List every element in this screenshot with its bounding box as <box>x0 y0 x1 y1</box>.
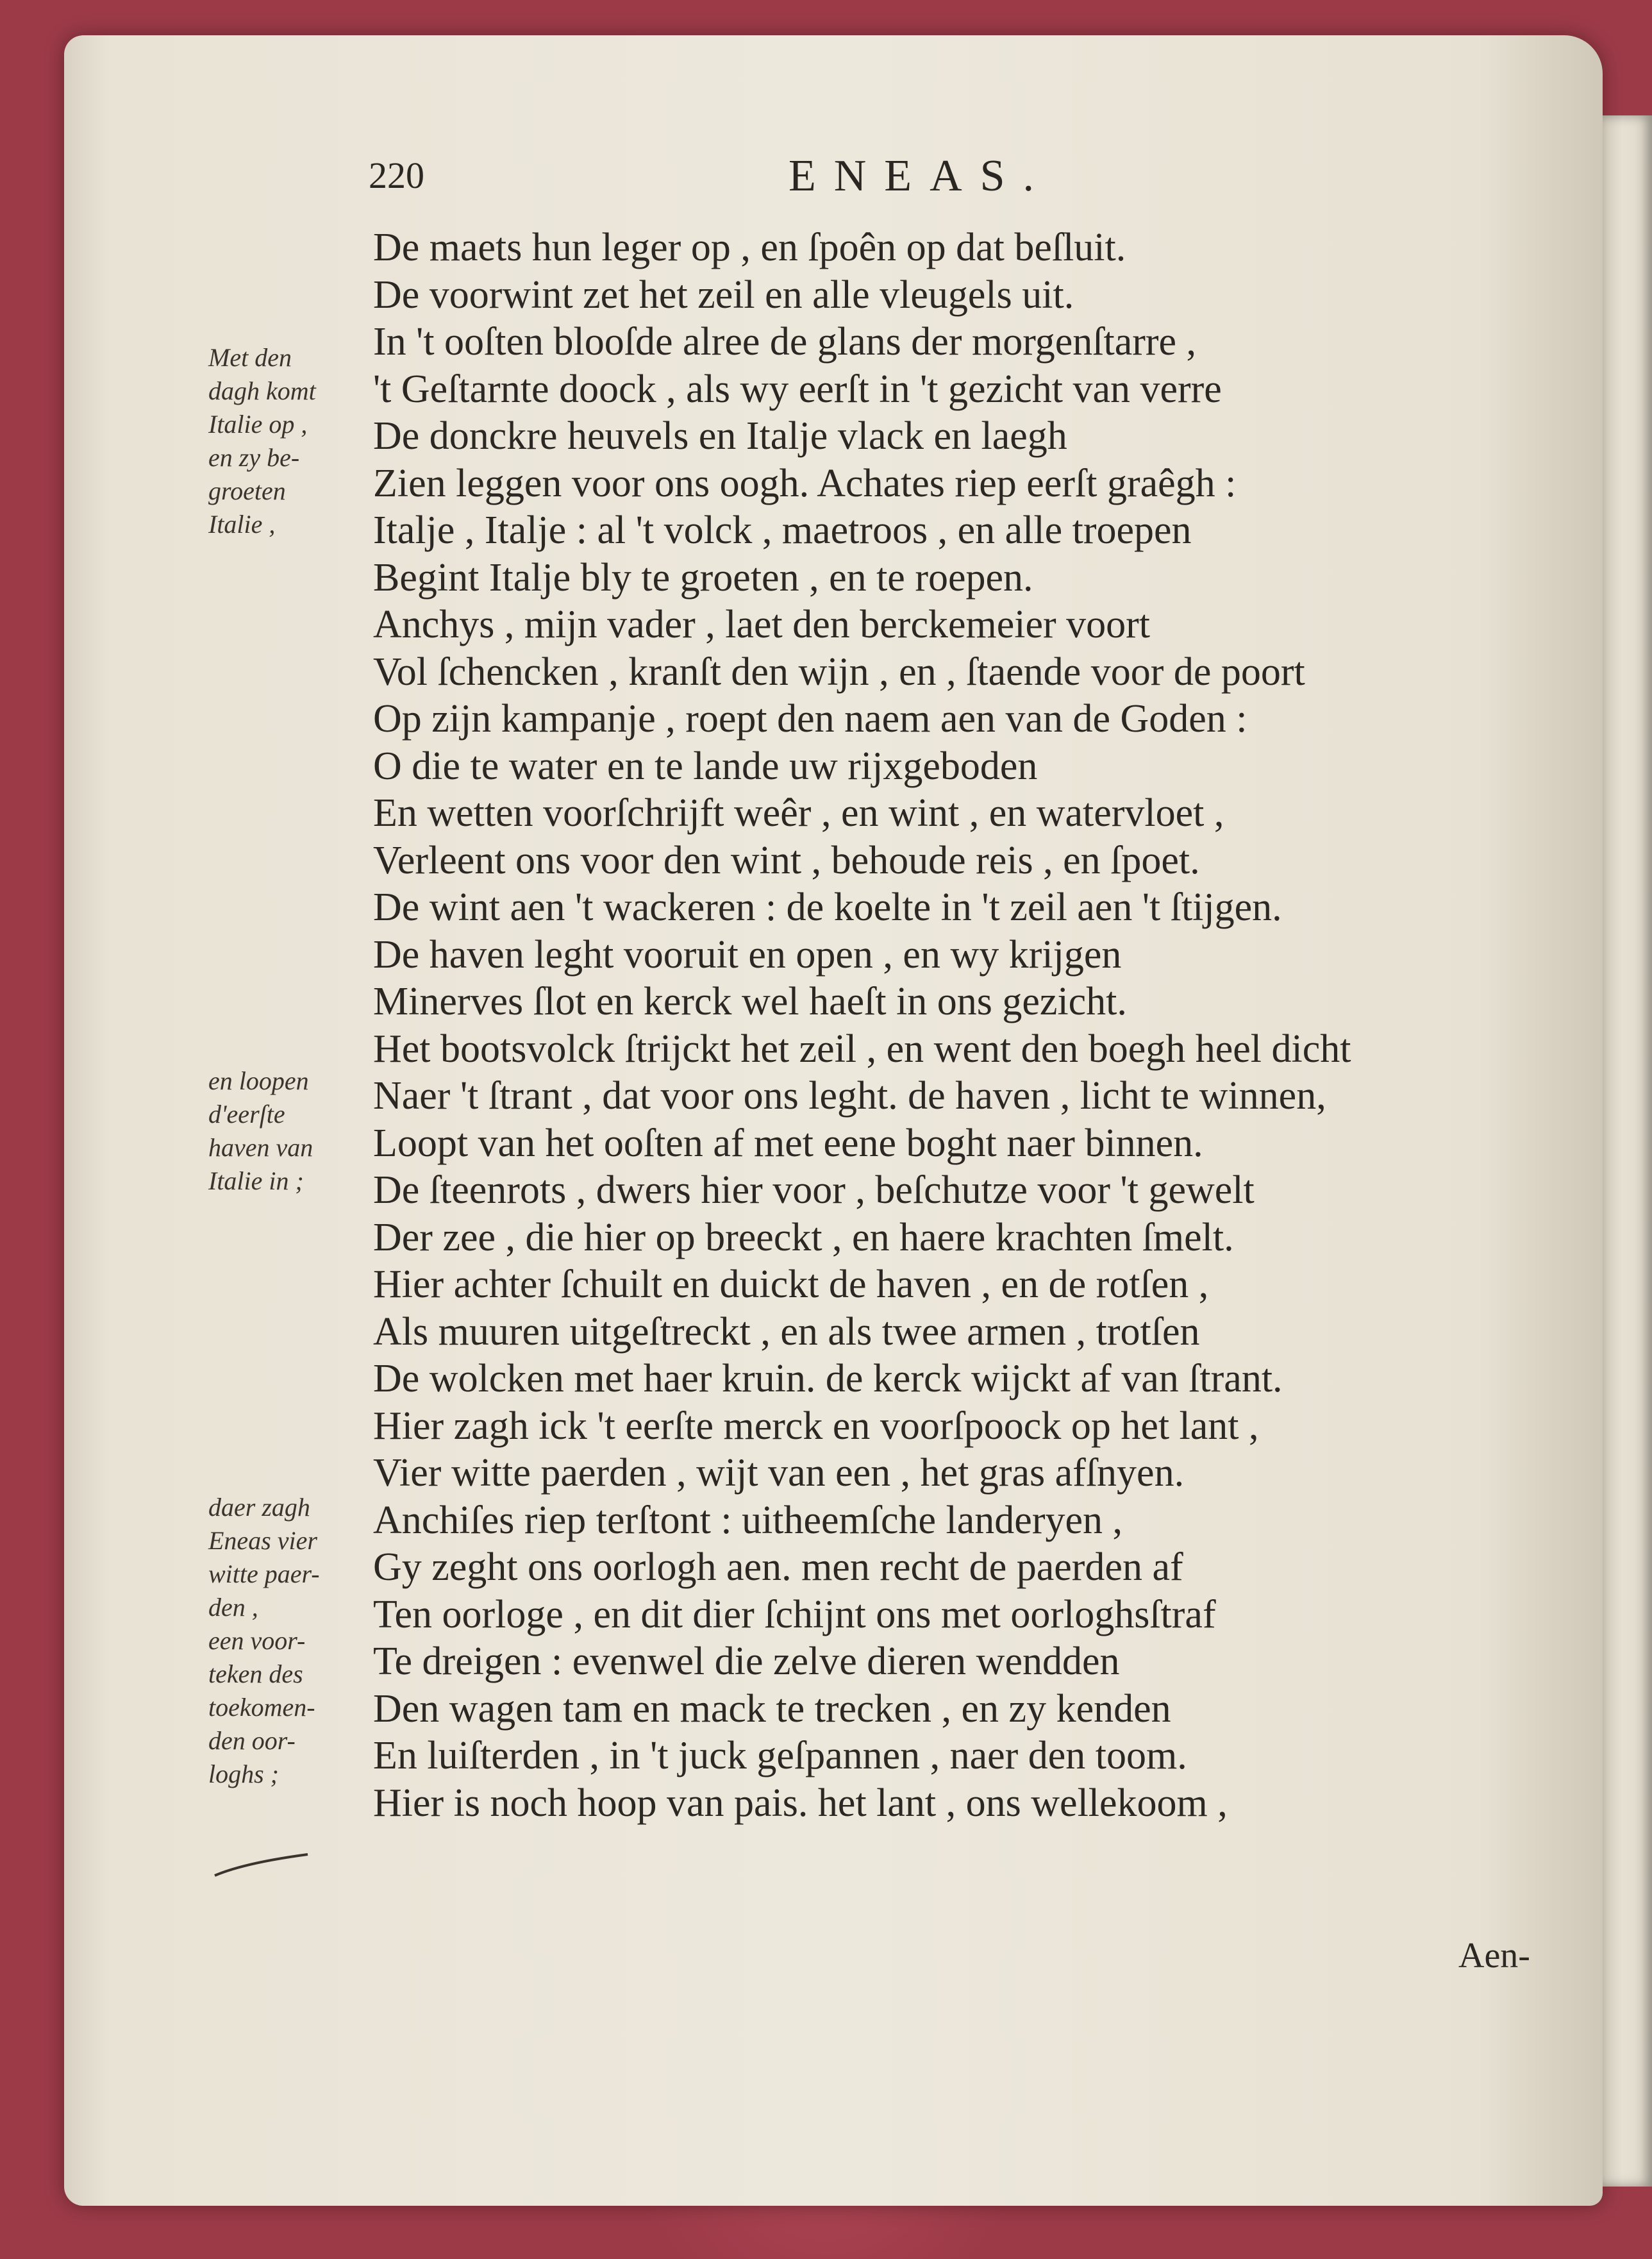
verse-line: Den wagen tam en mack te trecken , en zy kenden <box>373 1686 1171 1731</box>
margin-note-line: den , <box>208 1593 258 1622</box>
verse-line: De maets hun leger op , en ſpoên op dat beſluit. <box>373 226 1126 269</box>
verse-line: Ten oorloge , en dit dier ſchijnt ons met oorloghsſtraf <box>373 1592 1216 1636</box>
verse-line: Als muuren uitgeſtreckt , en als twee armen , trotſen <box>373 1309 1200 1354</box>
catchword: Aen- <box>1458 1936 1530 1976</box>
verse-line: Hier zagh ick 't eerſte merck en voorſpoock op het lant , <box>373 1404 1259 1448</box>
verse-line: Op zijn kampanje , roept den naem aen van de Goden : <box>373 697 1247 741</box>
margin-note-line: den oor- <box>208 1726 296 1755</box>
verse-line: Zien leggen voor ons oogh. Achates riep eerſt graêgh : <box>373 461 1237 505</box>
margin-note-line: Italie in ; <box>208 1166 304 1195</box>
margin-note-line: dagh komt <box>208 376 316 405</box>
verse-line: Gy zeght ons oorlogh aen. men recht de paerden af <box>373 1545 1183 1589</box>
margin-note-line: teken des <box>208 1659 303 1688</box>
verse-line: En luiſterden , in 't juck geſpannen , naer den toom. <box>373 1734 1187 1777</box>
verse-line: Vier witte paerden , wijt van een , het gras afſnyen. <box>373 1451 1185 1495</box>
verse-line: De donckre heuvels en Italje vlack en laegh <box>373 414 1067 458</box>
margin-note-line: Italie op , <box>208 410 308 439</box>
verse-line: Anchiſes riep terſtont : uitheemſche landeryen , <box>373 1498 1122 1542</box>
running-head: ENEAS. <box>788 151 1053 201</box>
verse-line: In 't ooſten blooſde alree de glans der morgenſtarre , <box>373 320 1197 364</box>
verse-line: Het bootsvolck ſtrijckt het zeil , en went den boegh heel dicht <box>373 1027 1351 1071</box>
verse-line: Vol ſchencken , kranſt den wijn , en , ſtaende voor de poort <box>373 650 1305 694</box>
verse-line: De wolcken met haer kruin. de kerck wijckt af van ſtrant. <box>373 1357 1283 1400</box>
verse-line: De voorwint zet het zeil en alle vleugels uit. <box>373 273 1074 317</box>
margin-note-line: loghs ; <box>208 1759 279 1788</box>
verse-line: Te dreigen : evenwel die zelve dieren wendden <box>373 1640 1120 1683</box>
verse-line: Loopt van het ooſten af met eene boght naer binnen. <box>373 1121 1203 1165</box>
verse-line: Naer 't ſtrant , dat voor ons leght. de haven , licht te winnen, <box>373 1074 1326 1118</box>
margin-note-line: toekomen- <box>208 1693 315 1722</box>
margin-note-line: Met den <box>208 343 292 372</box>
verse-line: En wetten voorſchrijft weêr , en wint , en watervloet , <box>373 791 1224 835</box>
page-number: 220 <box>369 155 424 196</box>
next-page-edge <box>1603 115 1652 2187</box>
verse-line: O die te water en te lande uw rijxgeboden <box>373 744 1038 788</box>
margin-note-line: daer zagh <box>208 1493 310 1522</box>
margin-note-line: haven van <box>208 1133 313 1162</box>
verse-line: De wint aen 't wackeren : de koelte in 't zeil aen 't ſtijgen. <box>373 886 1282 929</box>
verse-line: De ſteenrots , dwers hier voor , beſchutze voor 't gewelt <box>373 1168 1255 1212</box>
verse-line: Anchys , mijn vader , laet den berckemeier voort <box>373 603 1150 646</box>
verse-line: Minerves ſlot en kerck wel haeſt in ons gezicht. <box>373 980 1127 1023</box>
margin-note-line: Eneas vier <box>208 1526 317 1555</box>
verse-line: De haven leght vooruit en open , en wy krijgen <box>373 932 1122 977</box>
margin-note-line: en loopen <box>208 1066 309 1095</box>
verse-text <box>373 224 1591 1827</box>
verse-line: Der zee , die hier op breeckt , en haere krachten ſmelt. <box>373 1215 1234 1259</box>
margin-note-line: groeten <box>208 476 286 505</box>
verse-line: Italje , Italje : al 't volck , maetroos , en alle troepen <box>373 508 1192 552</box>
margin-note <box>208 1491 320 1791</box>
margin-note-line: Italie , <box>208 510 276 539</box>
verse-line: 't Geſtarnte doock , als wy eerſt in 't gezicht van verre <box>373 367 1222 411</box>
margin-note <box>208 1064 313 1198</box>
verse-line: Hier achter ſchuilt en duickt de haven , en de rotſen , <box>373 1263 1209 1306</box>
verse-line: Verleent ons voor den wint , behoude reis , en ſpoet. <box>373 838 1200 882</box>
margin-note-line: witte paer- <box>208 1559 320 1588</box>
margin-note-line: d'eerſte <box>208 1100 285 1129</box>
margin-note-line: en zy be- <box>208 443 300 472</box>
margin-note-line: een voor- <box>208 1626 306 1655</box>
verse-line: Begint Italje bly te groeten , en te roepen. <box>373 555 1033 600</box>
verse-line: Hier is noch hoop van pais. het lant , ons wellekoom , <box>373 1781 1228 1825</box>
pen-mark-icon <box>212 1847 314 1885</box>
margin-note <box>208 341 316 541</box>
